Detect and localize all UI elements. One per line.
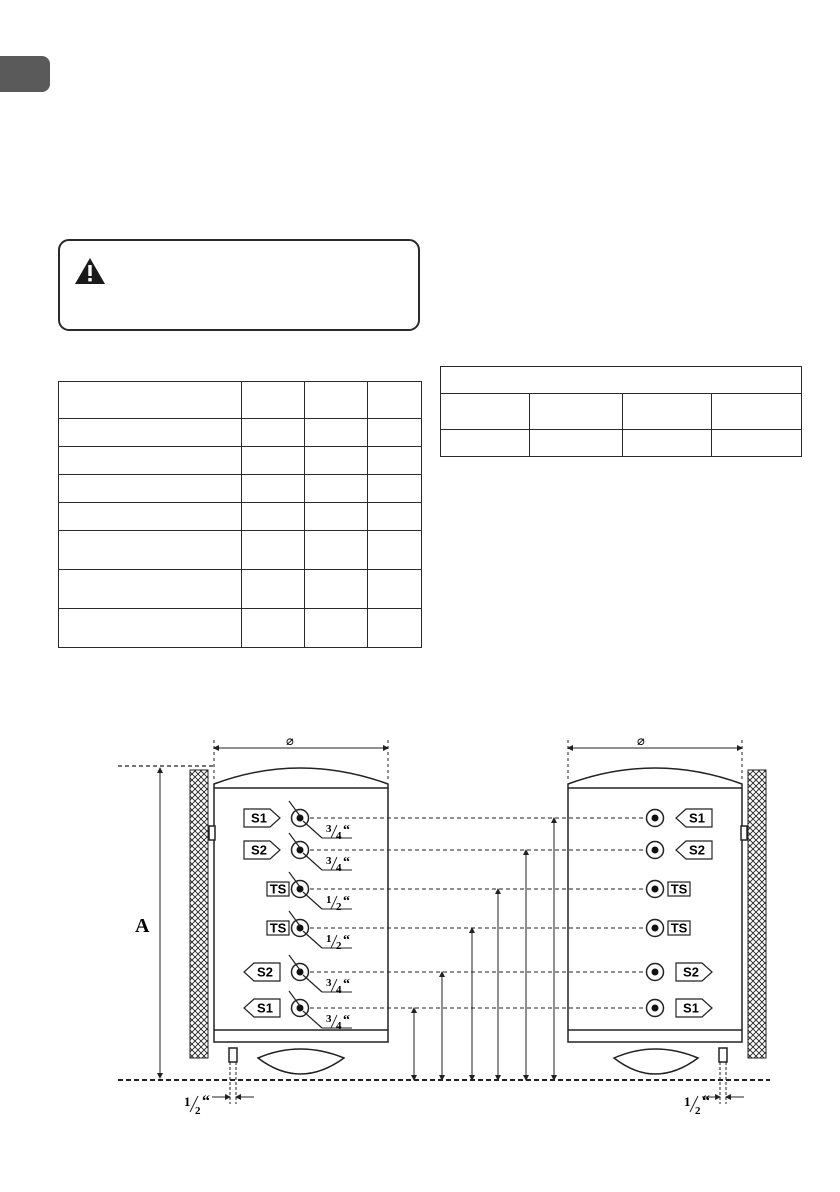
drain-dimension-left: [212, 1062, 254, 1104]
svg-text:S2: S2: [257, 964, 273, 980]
svg-text:S2: S2: [683, 964, 699, 980]
svg-text:S1: S1: [251, 810, 267, 826]
fitting-right-dot: [652, 815, 659, 822]
tag-ts-left: [267, 921, 289, 936]
connection-5: [244, 955, 712, 1078]
tag-s1-right: [676, 809, 712, 827]
diameter-symbol-right: ⌀: [637, 734, 645, 749]
size-numerator: 3: [326, 855, 332, 867]
svg-text:TS: TS: [269, 920, 287, 936]
tag-ts-right: [668, 921, 690, 936]
svg-text:2: 2: [695, 1105, 701, 1117]
fitting-right-dot: [652, 1005, 659, 1012]
wall-left: [190, 770, 208, 1058]
fitting-right-dot: [652, 847, 659, 854]
connection-3: [267, 872, 690, 1078]
size-denominator: 4: [336, 830, 342, 842]
svg-text:S1: S1: [689, 810, 705, 826]
svg-text:S1: S1: [683, 1000, 699, 1016]
tag-s2-left: [244, 963, 280, 981]
height-label-a: A: [135, 915, 150, 937]
drain-size-left: [184, 1093, 210, 1117]
size-denominator: 4: [336, 1020, 342, 1032]
svg-text:“: “: [202, 1093, 210, 1110]
inch-mark: “: [343, 823, 350, 838]
size-numerator: 1: [326, 933, 332, 945]
size-numerator: 3: [326, 977, 332, 989]
inch-mark: “: [343, 855, 350, 870]
inch-mark: “: [343, 894, 350, 909]
tag-ts-right: [668, 882, 690, 897]
svg-text:TS: TS: [269, 881, 287, 897]
inch-mark: “: [343, 1013, 350, 1028]
tag-s1-right: [676, 999, 712, 1017]
svg-text:2: 2: [195, 1105, 201, 1117]
tag-s1-left: [244, 999, 280, 1017]
size-denominator: 4: [336, 984, 342, 996]
fitting-right-dot: [652, 969, 659, 976]
inch-mark: “: [343, 977, 350, 992]
tag-s1-left: [244, 809, 280, 827]
fitting-right-dot: [652, 886, 659, 893]
svg-text:“: “: [702, 1093, 710, 1110]
size-denominator: 2: [336, 940, 342, 952]
diameter-dimension-left: [214, 740, 388, 780]
connection-1: [244, 801, 712, 1078]
tag-ts-left: [267, 882, 289, 897]
diameter-symbol-left: ⌀: [286, 734, 294, 749]
size-numerator: 3: [326, 823, 332, 835]
size-denominator: 4: [336, 862, 342, 874]
diameter-dimension-right: [568, 740, 742, 780]
wall-right: [748, 770, 766, 1058]
connections: [244, 801, 712, 1078]
size-numerator: 3: [326, 1013, 332, 1025]
connection-6: [244, 991, 712, 1078]
svg-text:TS: TS: [670, 881, 688, 897]
drain-size-right: [684, 1093, 710, 1117]
inch-mark: “: [343, 933, 350, 948]
svg-text:S2: S2: [689, 842, 705, 858]
tag-s2-right: [676, 841, 712, 859]
size-denominator: 2: [336, 901, 342, 913]
svg-text:1: 1: [684, 1094, 691, 1109]
svg-text:TS: TS: [670, 920, 688, 936]
svg-text:1: 1: [184, 1094, 191, 1109]
svg-text:S2: S2: [251, 842, 267, 858]
tag-s2-left: [244, 841, 280, 859]
fitting-right-dot: [652, 925, 659, 932]
size-numerator: 1: [326, 894, 332, 906]
tag-s2-right: [676, 963, 712, 981]
svg-text:S1: S1: [257, 1000, 273, 1016]
